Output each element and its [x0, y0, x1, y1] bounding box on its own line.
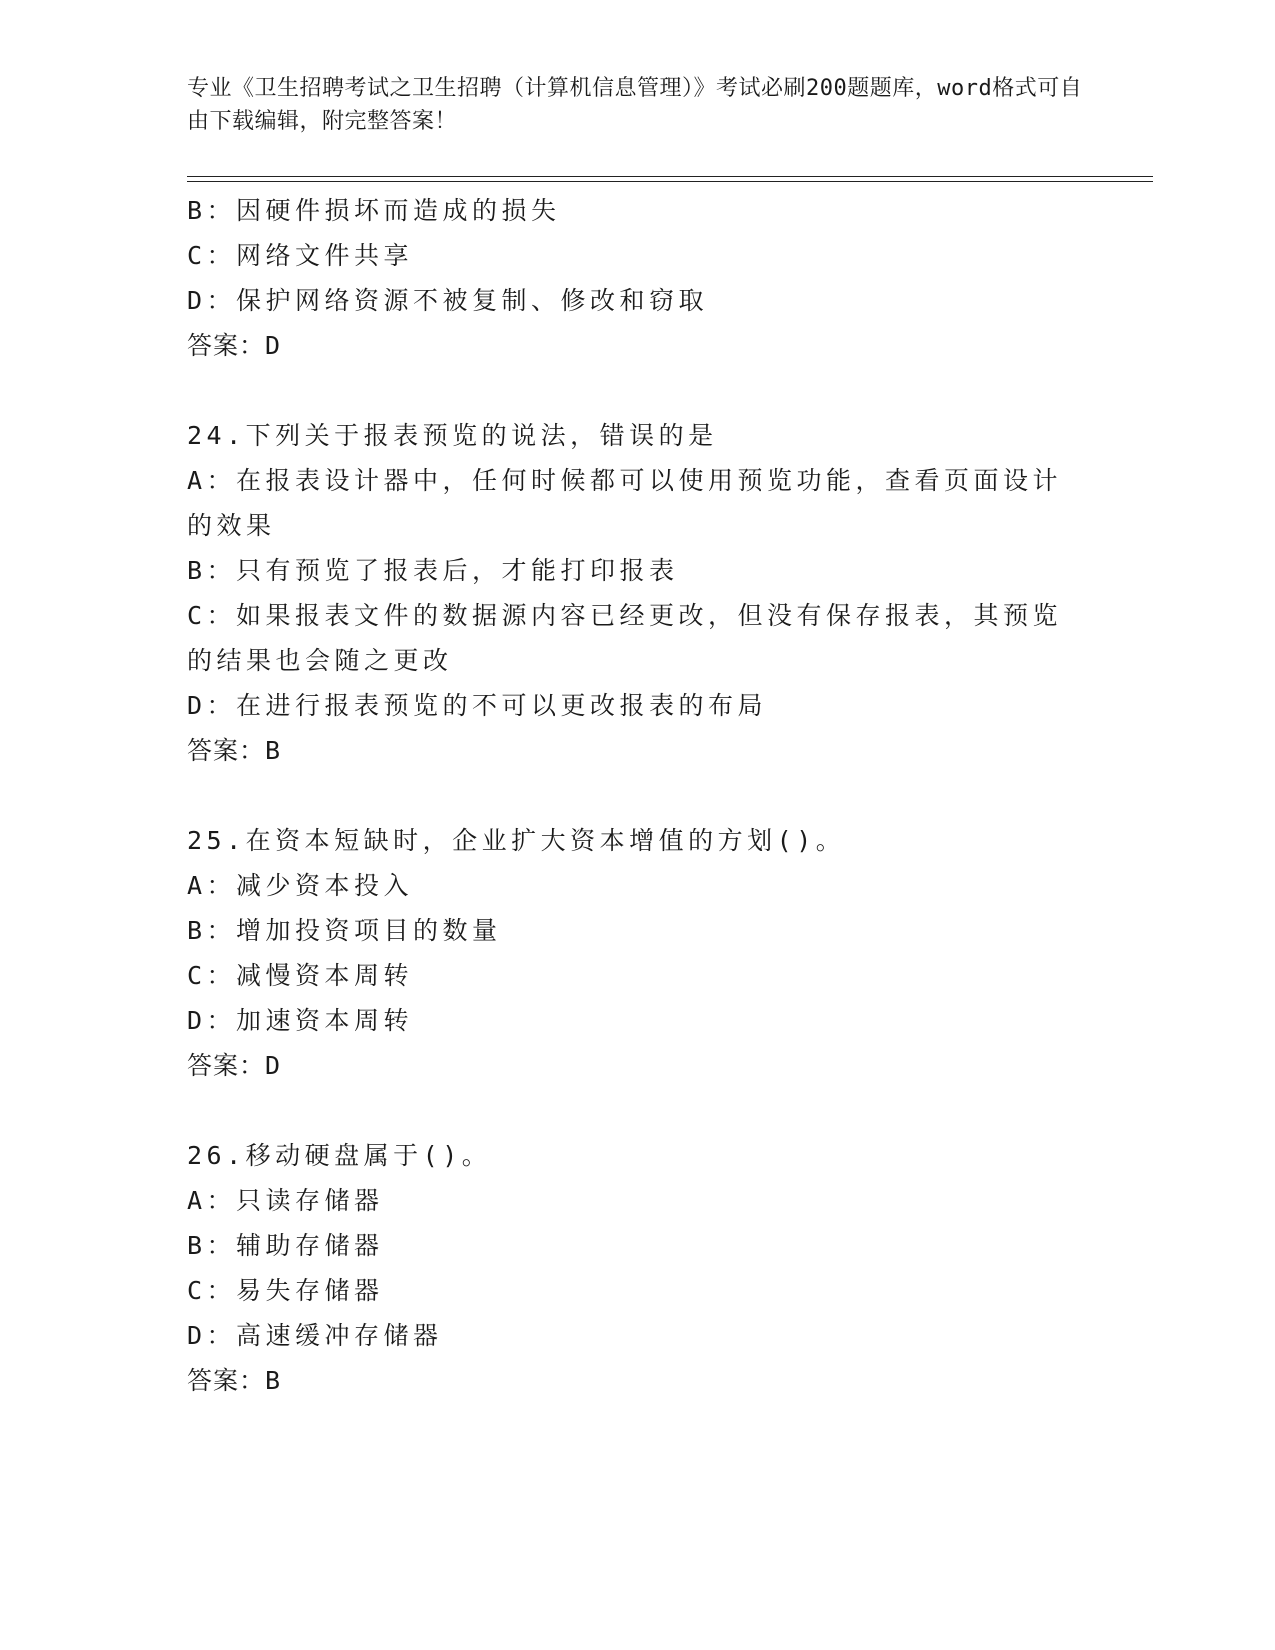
option-d: D：保护网络资源不被复制、修改和窃取 — [187, 286, 709, 315]
page-header: 专业《卫生招聘考试之卫生招聘（计算机信息管理）》考试必刷200题题库，word格式可自由下载编辑，附完整答案！ — [187, 76, 1083, 134]
option-b: B：增加投资项目的数量 — [187, 916, 502, 945]
option-b: B：因硬件损坏而造成的损失 — [187, 196, 561, 225]
header-rule-bottom — [187, 181, 1153, 182]
question-stem: 24.下列关于报表预览的说法，错误的是 — [187, 421, 718, 450]
header-rule-top — [187, 176, 1153, 177]
spacer — [187, 368, 1087, 413]
answer: 答案：B — [187, 736, 282, 765]
option-a: A：减少资本投入 — [187, 871, 414, 900]
spacer — [187, 773, 1087, 818]
option-c: C：减慢资本周转 — [187, 961, 414, 990]
option-b: B：辅助存储器 — [187, 1231, 384, 1260]
option-d: D：高速缓冲存储器 — [187, 1321, 443, 1350]
question-25 — [187, 818, 1087, 1088]
answer: 答案：D — [187, 331, 282, 360]
answer: 答案：D — [187, 1051, 282, 1080]
question-26 — [187, 1133, 1087, 1403]
question-23-continued — [187, 188, 1087, 368]
option-a: A：只读存储器 — [187, 1186, 384, 1215]
option-c: C：网络文件共享 — [187, 241, 414, 270]
option-c: C：如果报表文件的数据源内容已经更改，但没有保存报表，其预览的结果也会随之更改 — [187, 601, 1063, 675]
answer: 答案：B — [187, 1366, 282, 1395]
question-stem: 26.移动硬盘属于()。 — [187, 1141, 492, 1170]
question-stem: 25.在资本短缺时，企业扩大资本增值的方划()。 — [187, 826, 846, 855]
question-24 — [187, 413, 1087, 773]
option-c: C：易失存储器 — [187, 1276, 384, 1305]
option-d: D：加速资本周转 — [187, 1006, 414, 1035]
spacer — [187, 1088, 1087, 1133]
question-list — [187, 188, 1087, 1403]
option-a: A：在报表设计器中，任何时候都可以使用预览功能，查看页面设计的效果 — [187, 466, 1063, 540]
option-d: D：在进行报表预览的不可以更改报表的布局 — [187, 691, 768, 720]
option-b: B：只有预览了报表后，才能打印报表 — [187, 556, 679, 585]
